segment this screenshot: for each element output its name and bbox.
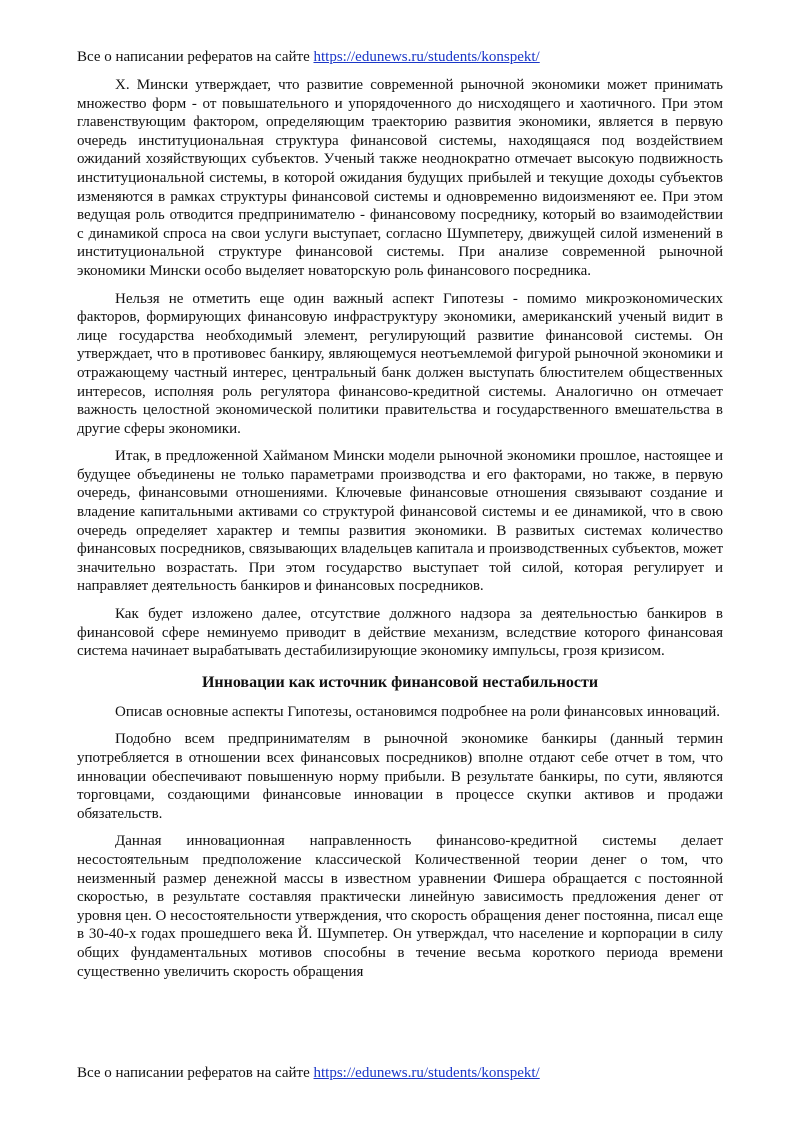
paragraph-minsky-forms: Х. Мински утверждает, что развитие современной рыночной экономики может принимать множество форм - от повышательного и упорядоченного до нисходящего и хаотичного. При этом главенствующим фактором, определяющим траекторию развития экономики, является в первую очередь институциональная структура финансовой системы, находящаяся под воздействием ожиданий хозяйствующих субъектов. Ученый также неоднократно отмечает высокую подвижность институциональной системы, в которой ожидания будущих прибылей и текущие доходы субъектов изменяются в рамках структуры финансовой системы и одновременно видоизменяют ее. При этом ведущая роль отводится предпринимателю - финансовому посреднику, который во взаимодействии с динамикой спроса на свои услуги выступает, согласно Шумпетеру, движущей силой изменений в институциональной структуре финансовой системы. При анализе современной рыночной экономики Мински особо выделяет новаторскую роль финансового посредника.	[77, 77, 723, 279]
header-text: Все о написании рефератов на сайте	[77, 49, 314, 65]
paragraph-quantity-theory: Данная инновационная направленность финансово-кредитной системы делает несостоятельным предположение классической Количественной теории денег о том, что неизменный размер денежной массы в известном уравнении Фишера обращается с постоянной скоростью, в результате составляя практически линейную зависимость предложения денег от уровня цен. О несостоятельности утверждения, что скорость обращения денег постоянна, писал еще в 30-40-х годах прошедшего века Й. Шумпетер. Он утверждал, что население и корпорации в силу общих фундаментальных мотивов способны в течение весьма короткого периода времени существенно увеличить скорость обращения	[77, 833, 723, 980]
document-body	[77, 76, 723, 990]
paragraph-state-role: Нельзя не отметить еще один важный аспект Гипотезы - помимо микроэкономических факторов, формирующих финансовую инфраструктуру экономики, американский ученый видит в лице государства необходимый элемент, регулирующий развитие финансовой системы. Он утверждает, что в противовес банкиру, являющемуся неотъемлемой фигурой рыночной экономики и отражающему частный интерес, центральный банк должен выступать блюстителем общественных интересов, исполняя роль регулятора финансово-кредитной системы. Аналогично он отмечает важность целостной экономической политики правительства и государственного вмешательства в другие сферы экономики.	[77, 290, 723, 437]
paragraph-innovations-intro: Описав основные аспекты Гипотезы, остановимся подробнее на роли финансовых инноваций.	[115, 703, 721, 720]
footer-link[interactable]: https://edunews.ru/students/konspekt/	[313, 1065, 540, 1081]
footer-text: Все о написании рефератов на сайте	[77, 1065, 314, 1081]
document-page	[77, 0, 723, 1131]
page-header	[77, 48, 540, 67]
section-heading: Инновации как источник финансовой нестабильности	[201, 673, 599, 691]
paragraph-model-summary: Итак, в предложенной Хайманом Мински модели рыночной экономики прошлое, настоящее и будущее объединены не только параметрами производства и его факторами, но также, в первую очередь, финансовыми отношениями. Ключевые финансовые отношения связывают создание и владение капитальными активами со структурой финансовой системы и ее динамикой, что в свою очередь определяет характер и темпы развития экономики. В развитых системах количество финансовых посредников, связывающих владельцев капитала и производственных субъектов, может значительно возрастать. При этом государство выступает той силой, которая регулирует и направляет деятельность банкиров и финансовых посредников.	[77, 448, 723, 595]
paragraph-bankers-innovation: Подобно всем предпринимателям в рыночной экономике банкиры (данный термин употребляется в отношении всех финансовых посредников) вполне отдают себе отчет в том, что инновации обеспечивают повышенную норму прибыли. В результате банкиры, по сути, являются торговцами, создающими финансовые инновации в процессе скупки активов и продажи обязательств.	[77, 731, 723, 822]
page-footer	[77, 1064, 540, 1083]
header-link[interactable]: https://edunews.ru/students/konspekt/	[313, 49, 540, 65]
paragraph-supervision: Как будет изложено далее, отсутствие должного надзора за деятельностью банкиров в финансовой сфере неминуемо приводит в действие механизм, вследствие которого финансовая система начинает вырабатывать дестабилизирующие экономику импульсы, грозя кризисом.	[77, 606, 723, 660]
